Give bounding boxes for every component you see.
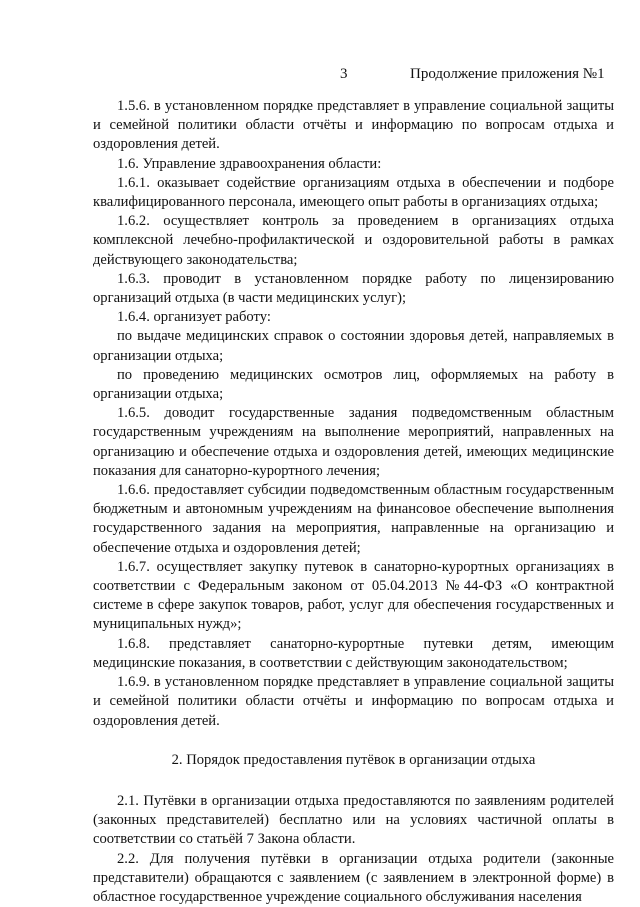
section-heading: 2. Порядок предоставления путёвок в организации отдыха <box>171 751 536 768</box>
paragraph-1-6-4: 1.6.4. организует работу: <box>117 309 271 326</box>
page-number: 3 <box>340 66 348 82</box>
paragraph-1-5-6: 1.5.6. в установленном порядке представляет в управление социальной защиты и семейной политики области отчёты и информацию по вопросам отдыха и оздоровления детей. <box>93 98 614 153</box>
paragraph-1-6-6: 1.6.6. предоставляет субсидии подведомственным областным государственным бюджетным и автономным учреждениям на финансовое обеспечение выполнения государственного задания на мероприятия, направленные на организацию и обеспечение отдыха и оздоровления детей; <box>93 482 614 556</box>
document-body <box>93 97 614 907</box>
paragraph-2-2: 2.2. Для получения путёвки в организации отдыха родители (законные представители) обращаются с заявлением (с заявлением в электронной форме) в областное государственное учреждение социального обслуживания населения <box>93 850 614 905</box>
paragraph-1-6-5: 1.6.5. доводит государственные задания подведомственным областным государственным учреждениям на выполнение мероприятий, направленных на организацию и обеспечение отдыха и оздоровления детей, имеющих медицинские показания для санаторно-курортного лечения; <box>93 405 614 479</box>
paragraph-1-6-2: 1.6.2. осуществляет контроль за проведением в организациях отдыха комплексной лечебно-профилактической и оздоровительной работы в рамках действующего законодательства; <box>93 213 614 268</box>
paragraph-1-6: 1.6. Управление здравоохранения области: <box>117 155 382 172</box>
paragraph-1-6-8: 1.6.8. представляет санаторно-курортные путевки детям, имеющим медицинские показания, в соответствии с действующим законодательством; <box>93 635 614 671</box>
paragraph-1-6-9: 1.6.9. в установленном порядке представляет в управление социальной защиты и семейной политики области отчёты и информацию по вопросам отдыха и оздоровления детей. <box>93 674 614 729</box>
paragraph-1-6-1: 1.6.1. оказывает содействие организациям отдыха в обеспечении и подборе квалифицированного персонала, имеющего опыт работы в организациях отдыха; <box>93 174 614 211</box>
paragraph-2-1: 2.1. Путёвки в организации отдыха предоставляются по заявлениям родителей (законных представителей) бесплатно или на условиях частичной оплаты в соответствии со статьёй 7 Закона области. <box>93 792 614 848</box>
appendix-continuation-label: Продолжение приложения №1 <box>410 66 605 82</box>
paragraph-1-6-4-a: по выдаче медицинских справок о состоянии здоровья детей, направляемых в организации отдыха; <box>93 328 614 364</box>
paragraph-1-6-4-b: по проведению медицинских осмотров лиц, оформляемых на работу в организации отдыха; <box>93 366 614 403</box>
page-header <box>0 66 640 86</box>
paragraph-1-6-7: 1.6.7. осуществляет закупку путевок в санаторно-курортных организациях в соответствии с Федеральным законом от 05.04.2013 №44-ФЗ «О контрактной системе в сфере закупок товаров, работ, услуг для обеспечения государственных и муниципальных нужд»; <box>93 558 614 633</box>
paragraph-1-6-3: 1.6.3. проводит в установленном порядке работу по лицензированию организаций отдыха (в части медицинских услуг); <box>93 270 614 307</box>
